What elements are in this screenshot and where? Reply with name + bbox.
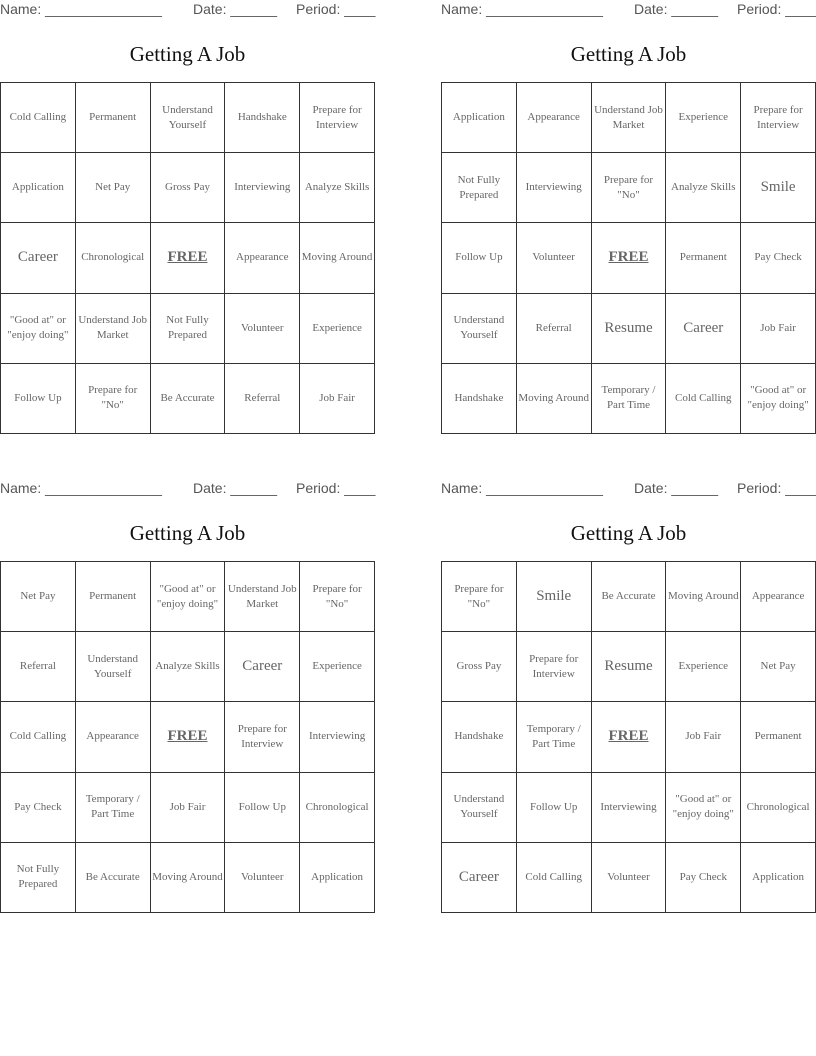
bingo-cell: Permanent [741,702,816,772]
bingo-cell: "Good at" or "enjoy doing" [1,293,76,363]
grid-row [442,153,816,223]
bingo-cell: Net Pay [741,632,816,702]
bingo-cell: Job Fair [150,772,225,842]
bingo-cell: Cold Calling [1,702,76,772]
bingo-cell: Understand Job Market [75,293,150,363]
bingo-cell: Temporary / Part Time [516,702,591,772]
bingo-cell: Net Pay [75,153,150,223]
bingo-cell: Resume [591,293,666,363]
bingo-cell: Moving Around [150,842,225,912]
bingo-cell: Prepare for "No" [442,562,517,632]
bingo-cell: "Good at" or "enjoy doing" [150,562,225,632]
bingo-cell: Moving Around [300,223,375,293]
bingo-cell: Prepare for Interview [516,632,591,702]
name-field: Name: _______________ [0,480,162,496]
bingo-cell: Job Fair [741,293,816,363]
bingo-cell: Pay Check [741,223,816,293]
bingo-cell: Career [442,842,517,912]
name-field: Name: _______________ [441,480,603,496]
period-field: Period: ____ [296,1,376,17]
bingo-cell: Not Fully Prepared [1,842,76,912]
bingo-cell: Understand Yourself [442,293,517,363]
grid-row [1,632,375,702]
bingo-cell: Permanent [75,562,150,632]
grid-row [442,293,816,363]
bingo-cell: Follow Up [442,223,517,293]
bingo-cell: Analyze Skills [666,153,741,223]
name-field: Name: _______________ [0,1,162,17]
bingo-cell: Moving Around [516,363,591,433]
bingo-cell: Interviewing [591,772,666,842]
grid-row [442,632,816,702]
grid-row [1,842,375,912]
bingo-cell: Prepare for Interview [225,702,300,772]
bingo-cell: Volunteer [591,842,666,912]
bingo-cell: Understand Job Market [225,562,300,632]
bingo-grid [441,82,816,434]
bingo-cell: Application [300,842,375,912]
bingo-cell: Cold Calling [516,842,591,912]
bingo-cell: Moving Around [666,562,741,632]
name-field: Name: _______________ [441,1,603,17]
grid-row [442,223,816,293]
bingo-cell: Referral [516,293,591,363]
bingo-cell: Handshake [442,363,517,433]
bingo-cell: Chronological [75,223,150,293]
bingo-cell: Prepare for "No" [300,562,375,632]
bingo-cell: Referral [225,363,300,433]
bingo-cell: Understand Yourself [150,83,225,153]
bingo-cell: Understand Job Market [591,83,666,153]
bingo-cell: Career [666,293,741,363]
grid-row [1,363,375,433]
bingo-cell: Interviewing [300,702,375,772]
period-field: Period: ____ [737,480,816,496]
bingo-cell: Temporary / Part Time [75,772,150,842]
bingo-cell: Analyze Skills [150,632,225,702]
bingo-cell: Smile [516,562,591,632]
bingo-cell: Chronological [300,772,375,842]
header-fields [0,1,380,21]
bingo-cell: Prepare for "No" [75,363,150,433]
bingo-cell: Resume [591,632,666,702]
bingo-cell: Prepare for Interview [741,83,816,153]
bingo-cell: Follow Up [1,363,76,433]
grid-row [442,83,816,153]
period-field: Period: ____ [737,1,816,17]
grid-row [1,153,375,223]
bingo-cell: Appearance [741,562,816,632]
bingo-cell: "Good at" or "enjoy doing" [666,772,741,842]
bingo-cell: Pay Check [666,842,741,912]
bingo-cell: Prepare for Interview [300,83,375,153]
bingo-cell: Experience [300,293,375,363]
free-space: FREE [591,223,666,293]
bingo-cell: Gross Pay [442,632,517,702]
bingo-cell: Be Accurate [75,842,150,912]
bingo-cell: Career [225,632,300,702]
bingo-cell: Application [741,842,816,912]
bingo-cell: Experience [666,83,741,153]
grid-row [442,772,816,842]
date-field: Date: ______ [193,1,278,17]
bingo-cell: Gross Pay [150,153,225,223]
bingo-cell: Volunteer [225,842,300,912]
bingo-cell: Experience [300,632,375,702]
bingo-cell: Interviewing [225,153,300,223]
bingo-cell: Permanent [666,223,741,293]
date-field: Date: ______ [634,480,719,496]
card-title: Getting A Job [570,521,687,545]
grid-row [1,702,375,772]
bingo-cell: Pay Check [1,772,76,842]
free-space: FREE [591,702,666,772]
card-title: Getting A Job [129,521,246,545]
bingo-cell: Be Accurate [150,363,225,433]
bingo-grid [441,561,816,913]
date-field: Date: ______ [193,480,278,496]
bingo-cell: Understand Yourself [442,772,517,842]
grid-row [442,363,816,433]
grid-row [1,562,375,632]
period-field: Period: ____ [296,480,376,496]
free-space: FREE [150,702,225,772]
grid-row [442,562,816,632]
bingo-cell: Prepare for "No" [591,153,666,223]
bingo-cell: Analyze Skills [300,153,375,223]
bingo-cell: Volunteer [225,293,300,363]
bingo-cell: Not Fully Prepared [442,153,517,223]
bingo-cell: Referral [1,632,76,702]
bingo-cell: Handshake [442,702,517,772]
bingo-cell: Chronological [741,772,816,842]
header-fields [441,480,816,500]
bingo-cell: "Good at" or "enjoy doing" [741,363,816,433]
card-title: Getting A Job [129,42,246,66]
header-fields [0,480,380,500]
grid-row [1,83,375,153]
bingo-cell: Appearance [225,223,300,293]
bingo-grid [0,561,375,913]
bingo-cell: Smile [741,153,816,223]
grid-row [1,223,375,293]
bingo-grid [0,82,375,434]
bingo-cell: Interviewing [516,153,591,223]
date-field: Date: ______ [634,1,719,17]
grid-row [1,772,375,842]
bingo-cell: Appearance [516,83,591,153]
bingo-cell: Application [442,83,517,153]
bingo-cell: Cold Calling [666,363,741,433]
bingo-cell: Appearance [75,702,150,772]
bingo-cell: Understand Yourself [75,632,150,702]
grid-row [442,702,816,772]
bingo-cell: Application [1,153,76,223]
bingo-cell: Temporary / Part Time [591,363,666,433]
free-space: FREE [150,223,225,293]
bingo-cell: Follow Up [225,772,300,842]
bingo-cell: Job Fair [300,363,375,433]
bingo-cell: Job Fair [666,702,741,772]
bingo-cell: Not Fully Prepared [150,293,225,363]
grid-row [1,293,375,363]
grid-row [442,842,816,912]
bingo-cell: Volunteer [516,223,591,293]
bingo-cell: Net Pay [1,562,76,632]
bingo-cell: Handshake [225,83,300,153]
bingo-cell: Follow Up [516,772,591,842]
bingo-cell: Career [1,223,76,293]
bingo-cell: Permanent [75,83,150,153]
card-title: Getting A Job [570,42,687,66]
bingo-cell: Be Accurate [591,562,666,632]
bingo-cell: Experience [666,632,741,702]
bingo-cell: Cold Calling [1,83,76,153]
header-fields [441,1,816,21]
